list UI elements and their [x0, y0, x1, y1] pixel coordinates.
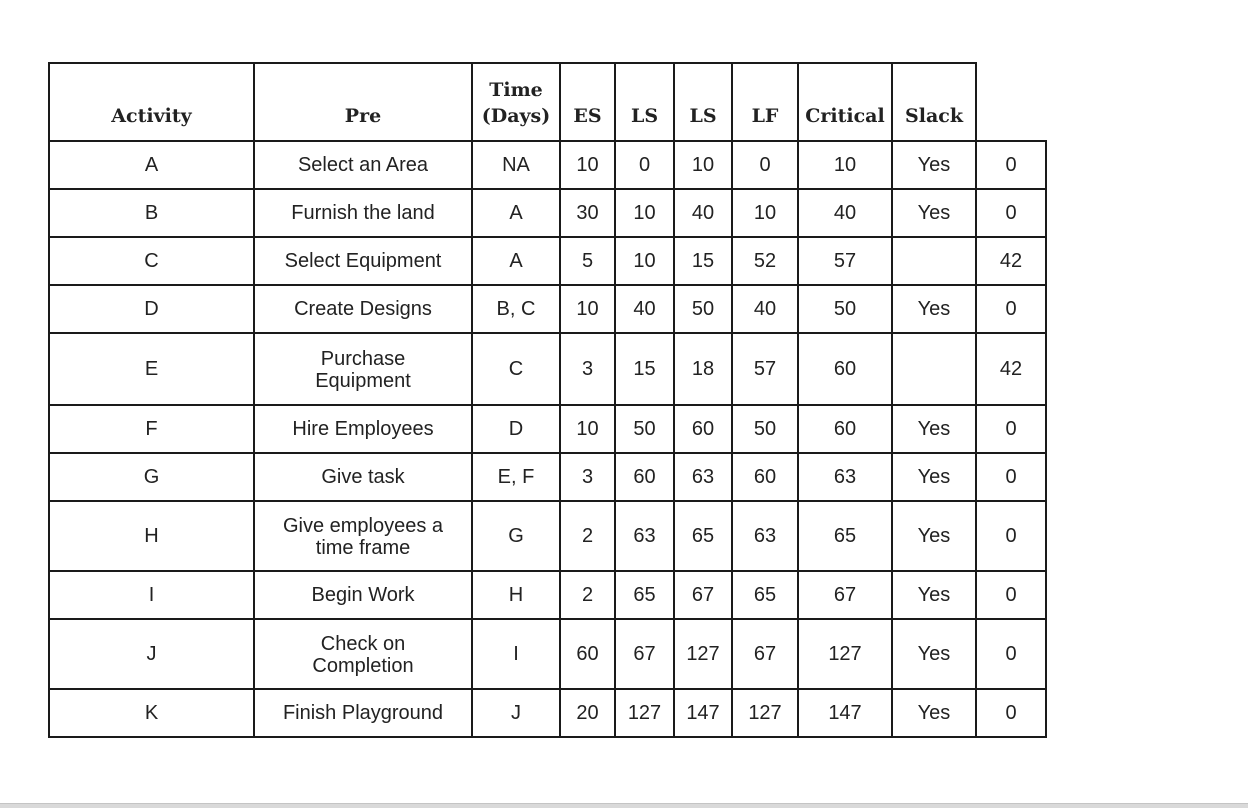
- slack-cell: 0: [976, 189, 1046, 237]
- value-cell: 50: [732, 405, 798, 453]
- page-bottom-divider: [0, 803, 1248, 808]
- predecessor-cell: E, F: [472, 453, 560, 501]
- predecessor-cell: J: [472, 689, 560, 737]
- value-cell: 20: [560, 689, 615, 737]
- activity-cell: H: [49, 501, 254, 571]
- value-cell: 3: [560, 453, 615, 501]
- value-cell: 67: [798, 571, 892, 619]
- value-cell: 0: [615, 141, 674, 189]
- slack-cell: 0: [976, 405, 1046, 453]
- header-time-line1: Time: [489, 79, 543, 101]
- critical-cell: Yes: [892, 501, 976, 571]
- value-cell: 147: [798, 689, 892, 737]
- predecessor-cell: C: [472, 333, 560, 405]
- value-cell: 63: [732, 501, 798, 571]
- header-activity: Activity: [49, 63, 254, 141]
- task-cell: [254, 619, 472, 689]
- task-cell: Select Equipment: [254, 237, 472, 285]
- value-cell: 52: [732, 237, 798, 285]
- task-label: Purchase Equipment: [315, 348, 411, 392]
- activity-cell: I: [49, 571, 254, 619]
- value-cell: 127: [615, 689, 674, 737]
- activity-cell: D: [49, 285, 254, 333]
- header-ls-1: LS: [615, 63, 674, 141]
- task-cell: Finish Playground: [254, 689, 472, 737]
- value-cell: 50: [798, 285, 892, 333]
- value-cell: 0: [732, 141, 798, 189]
- value-cell: 50: [674, 285, 732, 333]
- table-row: [49, 619, 1046, 689]
- critical-cell: Yes: [892, 689, 976, 737]
- header-empty: [976, 63, 1046, 141]
- task-label: Give employees a time frame: [282, 515, 444, 559]
- value-cell: 63: [674, 453, 732, 501]
- task-cell: Give task: [254, 453, 472, 501]
- header-time-line2: (Days): [481, 105, 551, 127]
- slack-cell: 0: [976, 285, 1046, 333]
- critical-cell: Yes: [892, 405, 976, 453]
- table-row: [49, 405, 1046, 453]
- critical-cell: Yes: [892, 141, 976, 189]
- value-cell: 65: [674, 501, 732, 571]
- slack-cell: 0: [976, 619, 1046, 689]
- value-cell: 65: [732, 571, 798, 619]
- value-cell: 15: [615, 333, 674, 405]
- activity-cell: F: [49, 405, 254, 453]
- value-cell: 10: [560, 285, 615, 333]
- predecessor-cell: NA: [472, 141, 560, 189]
- value-cell: 18: [674, 333, 732, 405]
- value-cell: 60: [615, 453, 674, 501]
- header-ls-2: LS: [674, 63, 732, 141]
- value-cell: 60: [798, 333, 892, 405]
- value-cell: 40: [798, 189, 892, 237]
- value-cell: 10: [732, 189, 798, 237]
- value-cell: 127: [732, 689, 798, 737]
- critical-cell: [892, 237, 976, 285]
- value-cell: 60: [798, 405, 892, 453]
- task-cell: Select an Area: [254, 141, 472, 189]
- value-cell: 10: [674, 141, 732, 189]
- value-cell: 67: [615, 619, 674, 689]
- task-cell: Furnish the land: [254, 189, 472, 237]
- value-cell: 65: [615, 571, 674, 619]
- header-es: ES: [560, 63, 615, 141]
- value-cell: 60: [732, 453, 798, 501]
- task-cell: Begin Work: [254, 571, 472, 619]
- task-cell: Create Designs: [254, 285, 472, 333]
- critical-cell: Yes: [892, 189, 976, 237]
- predecessor-cell: A: [472, 237, 560, 285]
- activity-cell: K: [49, 689, 254, 737]
- predecessor-cell: D: [472, 405, 560, 453]
- header-row: [49, 63, 1046, 141]
- activity-cell: C: [49, 237, 254, 285]
- task-cell: [254, 501, 472, 571]
- value-cell: 127: [674, 619, 732, 689]
- header-slack: Slack: [892, 63, 976, 141]
- critical-cell: Yes: [892, 285, 976, 333]
- table-row: [49, 333, 1046, 405]
- table-row: [49, 285, 1046, 333]
- table-row: [49, 453, 1046, 501]
- value-cell: 5: [560, 237, 615, 285]
- slack-cell: 42: [976, 237, 1046, 285]
- slack-cell: 0: [976, 571, 1046, 619]
- task-label: Check on Completion: [312, 633, 414, 677]
- value-cell: 127: [798, 619, 892, 689]
- value-cell: 3: [560, 333, 615, 405]
- slack-cell: 0: [976, 453, 1046, 501]
- value-cell: 10: [798, 141, 892, 189]
- header-critical: Critical: [798, 63, 892, 141]
- table-row: [49, 501, 1046, 571]
- activity-cell: B: [49, 189, 254, 237]
- table-row: [49, 141, 1046, 189]
- value-cell: 67: [674, 571, 732, 619]
- value-cell: 50: [615, 405, 674, 453]
- value-cell: 10: [560, 405, 615, 453]
- predecessor-cell: I: [472, 619, 560, 689]
- value-cell: 10: [560, 141, 615, 189]
- header-lf: LF: [732, 63, 798, 141]
- value-cell: 10: [615, 189, 674, 237]
- task-cell: Hire Employees: [254, 405, 472, 453]
- activity-cell: A: [49, 141, 254, 189]
- value-cell: 67: [732, 619, 798, 689]
- activity-cell: G: [49, 453, 254, 501]
- activity-cell: J: [49, 619, 254, 689]
- value-cell: 15: [674, 237, 732, 285]
- activity-cell: E: [49, 333, 254, 405]
- value-cell: 2: [560, 501, 615, 571]
- header-time: [472, 63, 560, 141]
- value-cell: 60: [674, 405, 732, 453]
- slack-cell: 0: [976, 141, 1046, 189]
- value-cell: 63: [798, 453, 892, 501]
- slack-cell: 42: [976, 333, 1046, 405]
- slack-cell: 0: [976, 501, 1046, 571]
- value-cell: 10: [615, 237, 674, 285]
- predecessor-cell: A: [472, 189, 560, 237]
- value-cell: 147: [674, 689, 732, 737]
- slack-cell: 0: [976, 689, 1046, 737]
- predecessor-cell: G: [472, 501, 560, 571]
- critical-cell: [892, 333, 976, 405]
- value-cell: 60: [560, 619, 615, 689]
- critical-cell: Yes: [892, 571, 976, 619]
- critical-cell: Yes: [892, 619, 976, 689]
- value-cell: 40: [615, 285, 674, 333]
- value-cell: 2: [560, 571, 615, 619]
- value-cell: 63: [615, 501, 674, 571]
- value-cell: 40: [732, 285, 798, 333]
- header-pre: Pre: [254, 63, 472, 141]
- task-cell: [254, 333, 472, 405]
- table-row: [49, 571, 1046, 619]
- table-row: [49, 237, 1046, 285]
- value-cell: 65: [798, 501, 892, 571]
- predecessor-cell: H: [472, 571, 560, 619]
- value-cell: 57: [732, 333, 798, 405]
- value-cell: 30: [560, 189, 615, 237]
- value-cell: 40: [674, 189, 732, 237]
- table-row: [49, 189, 1046, 237]
- value-cell: 57: [798, 237, 892, 285]
- activity-schedule-table: [48, 62, 1047, 738]
- critical-cell: Yes: [892, 453, 976, 501]
- table-row: [49, 689, 1046, 737]
- predecessor-cell: B, C: [472, 285, 560, 333]
